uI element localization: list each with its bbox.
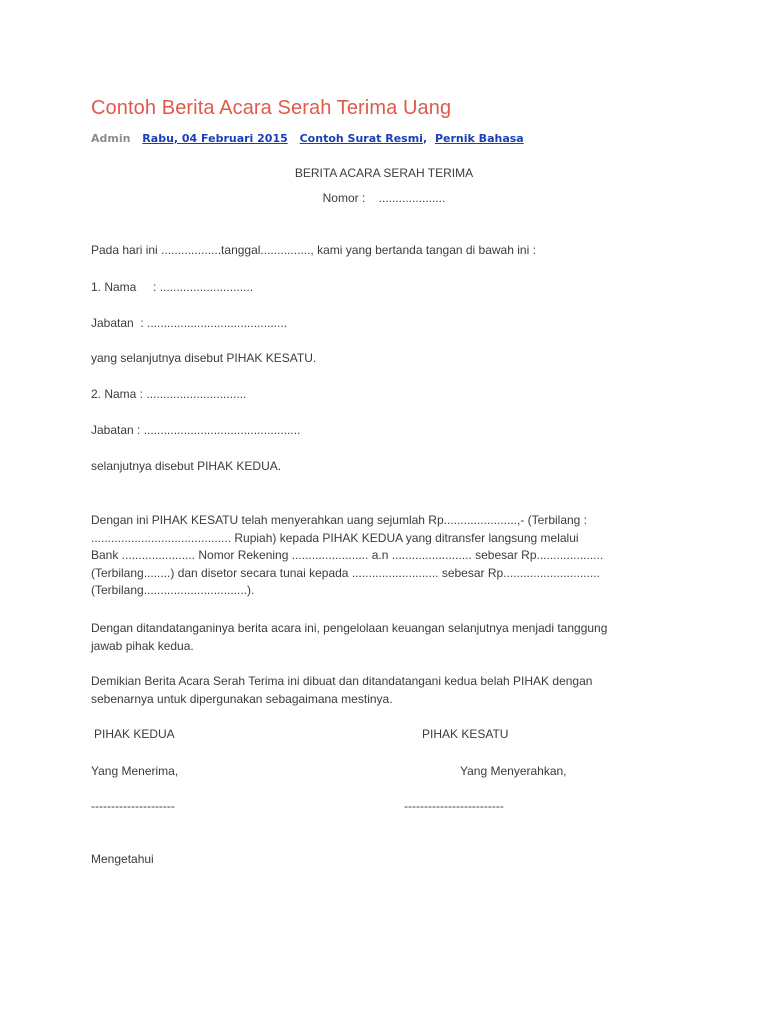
post-meta xyxy=(91,132,524,145)
sign-left-role: Yang Menerima, xyxy=(91,764,179,778)
paragraph-line: .......................................... Rupiah) kepada PIHAK KEDUA yang ditransfer langsung melalui xyxy=(91,530,579,545)
sign-right-role: Yang Menyerahkan, xyxy=(460,764,567,778)
sign-right-party: PIHAK KESATU xyxy=(422,727,509,741)
paragraph-line: sebenarnya untuk dipergunakan sebagaimana mestinya. xyxy=(91,691,393,706)
paragraph-line: Bank ...................... Nomor Rekening ....................... a.n ........................ sebesar Rp.................... xyxy=(91,548,604,562)
paragraph-line: Dengan ini PIHAK KESATU telah menyerahkan uang sejumlah Rp......................,- (Terbilang : xyxy=(91,513,588,527)
intro-line: Pada hari ini ..................tanggal..............., kami yang bertanda tangan di bawah ini : xyxy=(91,243,536,257)
paragraph-line: (Terbilang........) dan disetor secara tunai kepada .......................... sebesar Rp............................. xyxy=(91,565,600,580)
post-author: Admin xyxy=(91,132,131,145)
paragraph-line: Dengan ditandatanganinya berita acara ini, pengelolaan keuangan selanjutnya menjadi tanggung xyxy=(91,621,608,635)
closing-paragraph-2 xyxy=(91,673,681,708)
sign-left-line: --------------------- xyxy=(91,799,175,813)
transfer-paragraph xyxy=(91,512,681,600)
sign-right-line: ------------------------- xyxy=(404,799,504,813)
party2-position: Jabatan : ............................................... xyxy=(91,423,301,437)
party2-desc: selanjutnya disebut PIHAK KEDUA. xyxy=(91,459,282,473)
paragraph-line: jawab pihak kedua. xyxy=(91,638,194,653)
sign-left-party: PIHAK KEDUA xyxy=(94,727,175,741)
post-title: Contoh Berita Acara Serah Terima Uang xyxy=(91,97,452,119)
acknowledged-label: Mengetahui xyxy=(91,852,154,866)
party1-name: 1. Nama : ............................ xyxy=(91,280,254,294)
document-heading: BERITA ACARA SERAH TERIMA xyxy=(294,166,474,180)
category-separator: , xyxy=(422,132,428,145)
paragraph-line: Demikian Berita Acara Serah Terima ini dibuat dan ditandatangani kedua belah PIHAK dengan xyxy=(91,674,593,688)
party1-desc: yang selanjutnya disebut PIHAK KESATU. xyxy=(91,351,317,365)
party2-name: 2. Nama : .............................. xyxy=(91,387,247,401)
document-number: Nomor : .................... xyxy=(322,191,446,205)
closing-paragraph-1 xyxy=(91,620,681,655)
party1-position: Jabatan : .......................................... xyxy=(91,316,288,330)
category-link-pernik-bahasa[interactable]: Pernik Bahasa xyxy=(434,132,524,145)
paragraph-line: (Terbilang...............................). xyxy=(91,583,255,597)
post-date-link[interactable]: Rabu, 04 Februari 2015 xyxy=(142,132,288,145)
category-link-surat-resmi[interactable]: Contoh Surat Resmi xyxy=(299,132,423,145)
